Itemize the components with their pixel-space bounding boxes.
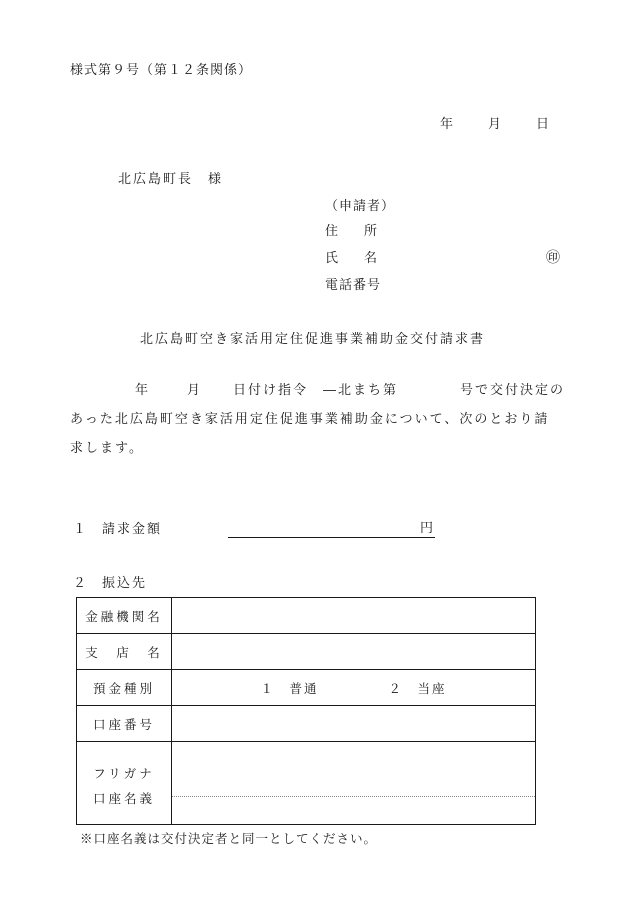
table-row xyxy=(77,742,536,825)
body-line1-year: 年 xyxy=(135,383,149,398)
table-row xyxy=(77,634,536,670)
body-line1-rest: 日付け指令 ―北まち第 xyxy=(233,383,399,398)
branch-label: 支 店 名 xyxy=(77,634,172,670)
body-line1-end: 号で交付決定の xyxy=(460,383,566,398)
account-number-label: 口座番号 xyxy=(77,706,172,742)
applicant-header: （申請者） xyxy=(325,199,396,214)
name-label: 氏 名 xyxy=(325,251,378,266)
date-day-label: 日 xyxy=(536,117,550,132)
institution-label: 金融機関名 xyxy=(77,598,172,634)
body-line3: 求します。 xyxy=(70,441,144,456)
institution-field[interactable] xyxy=(172,598,536,634)
table-row xyxy=(77,706,536,742)
branch-field[interactable] xyxy=(172,634,536,670)
account-type-label: 預金種別 xyxy=(77,670,172,706)
item2-label: 振込先 xyxy=(102,576,148,591)
footnote: ※口座名義は交付決定者と同一としてください。 xyxy=(80,831,378,846)
date-year-label: 年 xyxy=(440,117,454,132)
seal-mark: ㊞ xyxy=(546,250,560,266)
account-name-label-cell xyxy=(77,742,172,825)
table-row xyxy=(77,598,536,634)
table-row xyxy=(77,670,536,706)
document-title: 北広島町空き家活用定住促進事業補助金交付請求書 xyxy=(140,332,486,347)
account-name-label: 口座名義 xyxy=(92,790,155,806)
account-name-field[interactable] xyxy=(172,742,536,825)
amount-field[interactable] xyxy=(228,522,435,538)
account-type-option-ordinary[interactable]: １ 普通 xyxy=(260,680,319,696)
item2-number: ２ xyxy=(73,576,87,591)
body-line2: あった北広島町空き家活用定住促進事業補助金について、次のとおり請 xyxy=(70,412,550,427)
furigana-label: フリガナ xyxy=(93,765,155,781)
phone-label: 電話番号 xyxy=(325,278,382,293)
account-type-field[interactable] xyxy=(172,670,536,706)
addressee: 北広島町長 様 xyxy=(118,172,224,187)
item1-label: 請求金額 xyxy=(102,522,163,537)
date-month-label: 月 xyxy=(488,117,502,132)
body-line1-month: 月 xyxy=(187,383,201,398)
furigana-field[interactable] xyxy=(172,770,535,797)
item1-number: １ xyxy=(73,522,87,537)
amount-unit: 円 xyxy=(419,521,433,536)
bank-info-table xyxy=(76,597,536,825)
account-type-option-checking[interactable]: ２ 当座 xyxy=(388,680,447,696)
address-label: 住 所 xyxy=(325,224,378,239)
account-number-field[interactable] xyxy=(172,706,536,742)
form-number: 様式第９号（第１２条関係） xyxy=(70,63,253,78)
